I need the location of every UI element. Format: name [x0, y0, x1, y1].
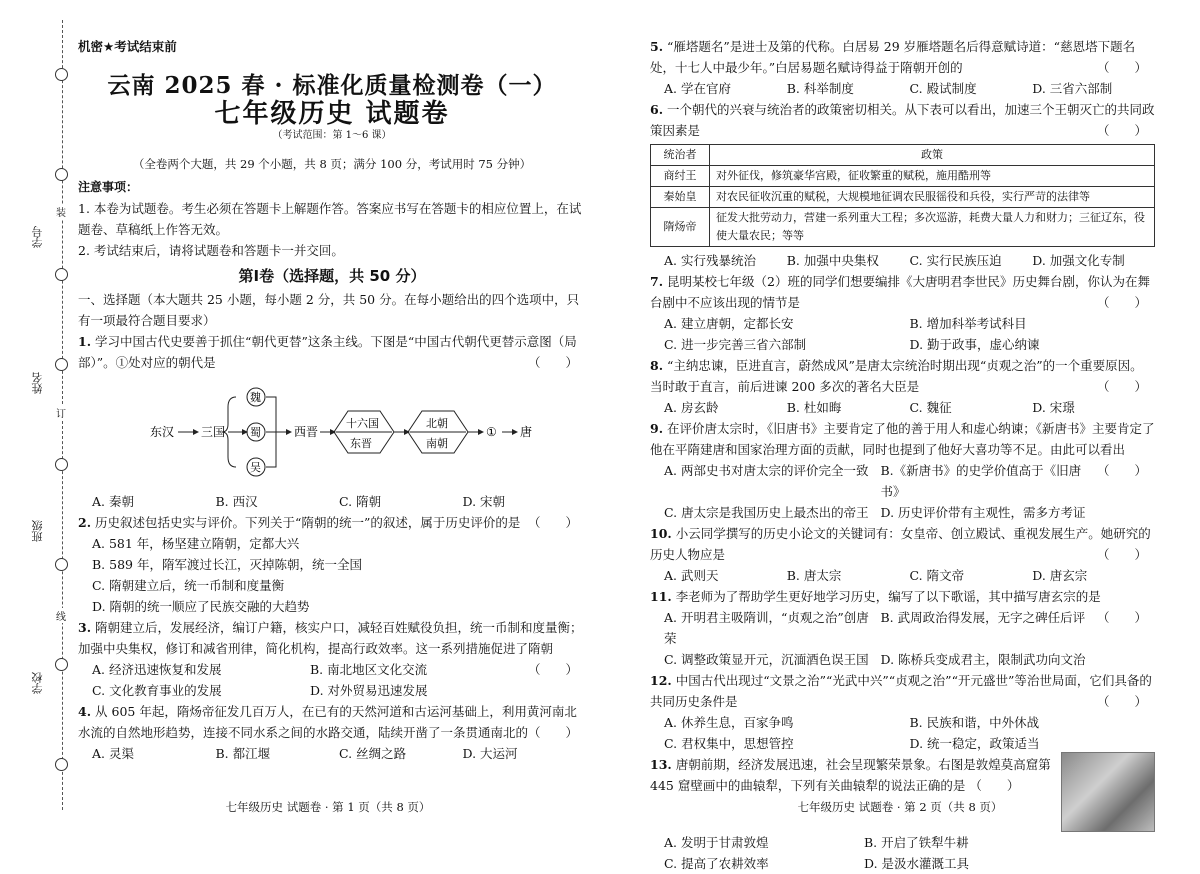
question-options — [78, 491, 586, 512]
option-a[interactable]: A. 房玄龄 — [664, 400, 719, 415]
diagram-node-shiliuguo: 十六国 — [346, 417, 379, 430]
exam-intro: （全卷两个大题，共 29 个小题，共 8 页；满分 100 分，考试用时 75 分钟） — [132, 157, 532, 171]
diagram-node-tang: 唐 — [520, 425, 533, 439]
question-4 — [78, 701, 586, 743]
option-a[interactable]: A. 武则天 — [664, 568, 719, 583]
option-c[interactable]: C. 隋朝 — [339, 494, 382, 509]
option-a[interactable]: A. 灵渠 — [92, 746, 134, 761]
table-cell-ruler: 秦始皇 — [651, 187, 710, 208]
question-options — [78, 659, 528, 701]
table-cell-policy: 对农民征收沉重的赋税，大规模地征调农民服徭役和兵役，实行严苛的法律等 — [710, 187, 1155, 208]
notice-item: 2. 考试结束后，请将试题卷和答题卡一并交回。 — [78, 243, 344, 258]
question-options — [650, 313, 1155, 355]
binding-hole — [55, 358, 68, 371]
question-stem: 从 605 年起，隋炀帝征发几百万人，在已有的天然河道和古运河基础上，利用黄河南北水流的自然地形趋势，连接不同水系之间的水路交通，陆续开凿了一条贯通南北的 — [78, 704, 577, 740]
question-stem: 小云同学撰写的历史小论文的关键词有：女皇帝、创立殿试、重视发展生产。她研究的历史人物应是 — [650, 526, 1151, 562]
option-d[interactable]: D. 隋朝的统一顺应了民族交融的大趋势 — [92, 599, 310, 614]
question-stem: “雁塔题名”是进士及第的代称。白居易 29 岁雁塔题名后得意赋诗道：“慈恩塔下题名处，十七人中最少年。”白居易题名赋诗得益于隋朝开创的 — [650, 39, 1136, 75]
question-2 — [78, 512, 586, 533]
option-c[interactable]: C. 隋文帝 — [909, 568, 965, 583]
question-options — [650, 607, 1097, 670]
answer-paren: （ ） — [528, 355, 579, 370]
option-a[interactable]: A. 581 年，杨坚建立隋朝，定都大兴 — [92, 536, 300, 551]
option-b[interactable]: B. 加强中央集权 — [786, 253, 879, 268]
answer-paren: （ ） — [1097, 610, 1148, 625]
answer-paren: （ ） — [1097, 379, 1148, 394]
option-a[interactable]: A. 建立唐朝，定都长安 — [664, 316, 794, 331]
option-a[interactable]: A. 发明于甘肃敦煌 — [664, 835, 769, 850]
answer-paren: （ ） — [1097, 123, 1148, 138]
binding-hole — [55, 458, 68, 471]
binding-char: 线 — [56, 608, 66, 623]
dunhuang-mural-image — [1061, 752, 1155, 832]
question-number: 5. — [650, 39, 664, 54]
question-number: 10. — [650, 526, 672, 541]
option-a[interactable]: A. 休养生息，百家争鸣 — [664, 715, 794, 730]
question-stem: 隋朝建立后，发展经济，编订户籍，核实户口，减轻百姓赋役负担，统一币制和度量衡；加强中央集权，修订和减省刑律，简化机构，提高行政效率。这一系列措施促进了隋朝 — [78, 620, 583, 656]
option-c[interactable]: C. 君权集中，思想管控 — [664, 736, 794, 751]
question-stem: 学习中国古代史要善于抓住“朝代更替”这条主线。下图是“中国古代朝代更替示意图（局部）”。①处对应的朝代是 — [78, 334, 577, 370]
school-label: 学校 — [31, 672, 44, 694]
binding-margin — [0, 0, 78, 842]
option-c[interactable]: C. 魏征 — [909, 400, 952, 415]
notice-item: 1. 本卷为试题卷。考生必须在答题卡上解题作答。答案应书写在答题卡的相应位置上，在试题卷、草稿纸上作答无效。 — [78, 201, 582, 237]
option-d[interactable]: D. 宋璟 — [1032, 400, 1075, 415]
option-d[interactable]: D. 是汲水灌溉工具 — [864, 856, 970, 871]
option-a[interactable]: A. 开明君主吸隋训，“贞观之治”创唐荣 — [664, 610, 869, 646]
option-d[interactable]: D. 宋朝 — [462, 494, 506, 509]
option-c[interactable]: C. 丝绸之路 — [339, 746, 407, 761]
table-cell-policy: 征发大批劳动力，营建一系列重大工程；多次巡游，耗费大量人力和财力；三征辽东，役使大量农民；等等 — [710, 208, 1155, 247]
name-label: 姓名 — [31, 372, 44, 394]
question-number: 9. — [650, 421, 664, 436]
question-options — [78, 743, 586, 764]
question-number: 6. — [650, 102, 664, 117]
question-number: 13. — [650, 757, 672, 772]
answer-paren: （ ） — [1097, 463, 1148, 478]
question-number: 11. — [650, 589, 672, 604]
section-title: 第Ⅰ卷（选择题，共 50 分） — [238, 267, 426, 285]
table-row — [651, 187, 1155, 208]
option-c[interactable]: C. 隋朝建立后，统一币制和度量衡 — [92, 578, 285, 593]
option-b[interactable]: B. 唐太宗 — [786, 568, 842, 583]
diagram-node-dongjin: 东晋 — [350, 437, 372, 450]
table-cell-ruler: 商纣王 — [651, 166, 710, 187]
diagram-node-nanchao: 南朝 — [426, 437, 448, 450]
option-a[interactable]: A. 实行残暴统治 — [664, 253, 756, 268]
page-1-footer: 七年级历史 试题卷 · 第 1 页（共 8 页） — [225, 800, 431, 814]
option-c[interactable]: C. 文化教育事业的发展 — [92, 683, 222, 698]
answer-paren: （ ） — [1097, 547, 1148, 562]
option-d[interactable]: D. 唐玄宗 — [1032, 568, 1088, 583]
table-row — [651, 166, 1155, 187]
question-7 — [650, 271, 1155, 313]
diagram-node-sanguo: 三国 — [201, 425, 226, 439]
question-number: 1. — [78, 334, 92, 349]
question-1 — [78, 331, 586, 373]
table-header: 政策 — [710, 145, 1155, 166]
binding-hole — [55, 68, 68, 81]
option-d[interactable]: D. 勤于政事，虚心纳谏 — [909, 337, 1040, 352]
binding-hole — [55, 758, 68, 771]
diagram-node-beichao: 北朝 — [426, 417, 448, 430]
notice-heading: 注意事项： — [78, 180, 139, 194]
question-stem: 一个朝代的兴衰与统治者的政策密切相关。从下表可以看出，加速三个王朝灭亡的共同政策因素是 — [650, 102, 1155, 138]
option-a[interactable]: A. 经济迅速恢复和发展 — [92, 662, 222, 677]
question-stem: 昆明某校七年级（2）班的同学们想要编排《大唐明君李世民》历史舞台剧，你认为在舞台剧中不应该出现的情节是 — [650, 274, 1151, 310]
option-c[interactable]: C. 调整政策显开元，沉湎酒色误王国 — [664, 652, 869, 667]
answer-paren: （ ） — [1097, 295, 1148, 310]
option-d[interactable]: D. 大运河 — [462, 746, 518, 761]
question-number: 3. — [78, 620, 92, 635]
option-b[interactable]: B. 增加科举考试科目 — [909, 316, 1027, 331]
option-a[interactable]: A. 学在官府 — [664, 81, 731, 96]
answer-paren: （ ） — [1097, 60, 1148, 75]
question-options — [650, 832, 1064, 853]
diagram-node-wu: 吴 — [250, 461, 261, 474]
page-2 — [650, 36, 1155, 871]
option-a[interactable]: A. 秦朝 — [92, 494, 134, 509]
table-cell-policy: 对外征伐，修筑豪华宫殿，征收繁重的赋税，施用酷刑等 — [710, 166, 1155, 187]
diagram-arrow — [512, 429, 518, 435]
option-c[interactable]: C. 实行民族压迫 — [909, 253, 1002, 268]
option-b[interactable]: B. 科举制度 — [786, 81, 854, 96]
answer-paren: （ ） — [1097, 694, 1148, 709]
question-5 — [650, 36, 1155, 78]
question-number: 12. — [650, 673, 672, 688]
table-cell-ruler: 隋炀帝 — [651, 208, 710, 247]
option-d[interactable]: D. 历史评价带有主观性，需多方考证 — [880, 505, 1086, 520]
diagram-node-shu: 蜀 — [250, 426, 261, 439]
binding-hole — [55, 658, 68, 671]
table-header: 统治者 — [651, 145, 710, 166]
section-instruction: 一、选择题（本大题共 25 小题，每小题 2 分，共 50 分。在每小题给出的四个选项中，只有一项最符合题目要求） — [78, 292, 580, 328]
question-options — [650, 853, 1064, 874]
diagram-node-xijin: 西晋 — [294, 425, 319, 439]
option-b[interactable]: B. 武周政治得发展，无字之碑任后评 — [880, 610, 1086, 625]
option-b[interactable]: B. 开启了铁犁牛耕 — [864, 835, 969, 850]
exam-title: 云南 2025 春 · 标准化质量检测卷（一） — [107, 72, 557, 99]
student-id-label: 学号 — [31, 226, 44, 248]
option-b[interactable]: B. 南北地区文化交流 — [310, 662, 428, 677]
option-d[interactable]: D. 三省六部制 — [1032, 81, 1113, 96]
answer-paren: （ ） — [528, 662, 579, 677]
question-options — [650, 250, 1155, 271]
option-d[interactable]: D. 对外贸易迅速发展 — [310, 683, 428, 698]
answer-paren: （ ） — [528, 725, 579, 740]
option-d[interactable]: D. 统一稳定，政策适当 — [909, 736, 1040, 751]
option-b[interactable]: B. 民族和谐，中外休战 — [909, 715, 1040, 730]
question-options — [650, 78, 1155, 99]
option-b[interactable]: B. 杜如晦 — [786, 400, 842, 415]
option-b[interactable]: B. 589 年，隋军渡过长江，灭掉陈朝，统一全国 — [92, 557, 362, 572]
option-c[interactable]: C. 唐太宗是我国历史上最杰出的帝王 — [664, 505, 869, 520]
question-options — [650, 712, 1155, 754]
diagram-node-wei: 魏 — [250, 391, 261, 404]
binding-hole — [55, 268, 68, 281]
option-d[interactable]: D. 加强文化专制 — [1032, 253, 1125, 268]
diagram-svg — [78, 379, 586, 483]
question-stem: 唐朝前期，经济发展迅速，社会呈现繁荣景象。右图是敦煌莫高窟第 445 窟壁画中的曲辕犁，下列有关曲辕犁的说法正确的是 — [650, 757, 1051, 793]
diagram-arrow — [478, 429, 484, 435]
diagram-arrow — [193, 429, 199, 435]
option-c[interactable]: C. 进一步完善三省六部制 — [664, 337, 807, 352]
question-options — [650, 460, 1097, 523]
page-2-footer: 七年级历史 试题卷 · 第 2 页（共 8 页） — [797, 800, 1003, 814]
page-1 — [78, 36, 586, 816]
question-stem: “主纳忠谏，臣进直言，蔚然成风”是唐太宗统治时期出现“贞观之治”的一个重要原因。当时敢于直言，前后进谏 200 多次的著名大臣是 — [650, 358, 1143, 394]
diagram-arrow — [286, 429, 292, 435]
binding-hole — [55, 558, 68, 571]
diagram-node-donghan: 东汉 — [150, 425, 175, 439]
question-number: 4. — [78, 704, 92, 719]
question-number: 2. — [78, 515, 92, 530]
question-stem: 历史叙述包括史实与评价。下列关于“隋朝的统一”的叙述，属于历史评价的是 — [95, 515, 521, 530]
exam-scope: （考试范围：第 1～6 课） — [272, 130, 392, 141]
option-c[interactable]: C. 提高了农耕效率 — [664, 856, 769, 871]
option-a[interactable]: A. 两部史书对唐太宗的评价完全一致 — [664, 463, 869, 478]
question-6 — [650, 99, 1155, 141]
option-c[interactable]: C. 殿试制度 — [909, 81, 977, 96]
exam-subject: 七年级历史 试题卷 — [214, 99, 450, 129]
policy-table — [650, 144, 1155, 247]
answer-paren: （ ） — [969, 778, 1020, 793]
question-stem: 中国古代出现过“文景之治”“光武中兴”“贞观之治”“开元盛世”等治世局面，它们具备的共同历史条件是 — [650, 673, 1152, 709]
table-header-row — [651, 145, 1155, 166]
question-8 — [650, 355, 1155, 397]
question-stem: 在评价唐太宗时，《旧唐书》主要肯定了他的善于用人和虚心纳谏；《新唐书》主要肯定了他在平隋建唐和国家治理方面的贡献，同时也提到了他好大喜功等不足。由此可以看出 — [650, 421, 1155, 457]
answer-paren: （ ） — [528, 515, 579, 530]
question-number: 7. — [650, 274, 664, 289]
diagram-node-mark: ① — [486, 425, 497, 439]
option-b[interactable]: B. 西汉 — [215, 494, 258, 509]
question-10 — [650, 523, 1155, 565]
class-label: 班级 — [31, 520, 44, 542]
question-12 — [650, 670, 1155, 712]
table-row — [651, 208, 1155, 247]
binding-char: 装 — [56, 204, 66, 219]
option-b[interactable]: B.《新唐书》的史学价值高于《旧唐书》 — [880, 463, 1082, 499]
dynasty-succession-diagram — [78, 379, 586, 483]
option-b[interactable]: B. 都江堰 — [215, 746, 271, 761]
option-d[interactable]: D. 陈桥兵变成君主，限制武功向文治 — [880, 652, 1086, 667]
diagram-brace — [266, 397, 286, 467]
question-stem: 李老师为了帮助学生更好地学习历史，编写了以下歌谣，其中描写唐玄宗的是 — [675, 589, 1101, 604]
question-options — [650, 397, 1155, 418]
question-number: 8. — [650, 358, 664, 373]
question-options — [650, 565, 1155, 586]
binding-hole — [55, 168, 68, 181]
confidential-mark: 机密★考试结束前 — [78, 39, 177, 54]
binding-char: 订 — [56, 405, 66, 420]
